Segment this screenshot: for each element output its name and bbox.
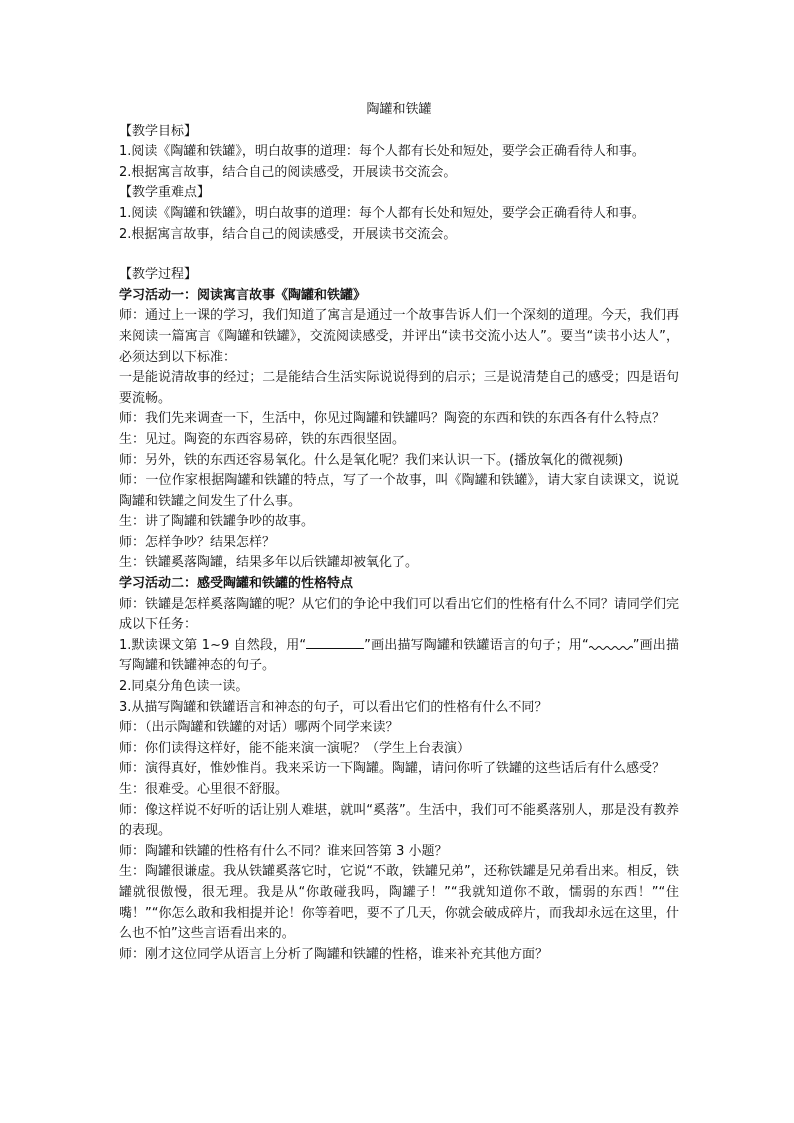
activity-2-heading: 学习活动二：感受陶罐和铁罐的性格特点 — [119, 576, 354, 592]
paragraph: 师：陶罐和铁罐的性格有什么不同？谁来回答第 3 小题？ — [119, 843, 448, 859]
document-title: 陶罐和铁罐 — [366, 102, 432, 117]
paragraph: 师：一位作家根据陶罐和铁罐的特点，写了一个故事，叫《陶罐和铁罐》，请大家自读课文，说说陶罐和铁罐之间发生了什么事。 — [119, 473, 679, 509]
wavy-underline-mark — [589, 637, 633, 649]
key-points-heading: 【教学重难点】 — [119, 185, 211, 201]
paragraph: 一是能说清故事的经过；二是能结合生活实际说说得到的启示；三是说清楚自己的感受；四是语句要流畅。 — [119, 370, 679, 406]
paragraph: 生：铁罐奚落陶罐，结果多年以后铁罐却被氧化了。 — [119, 555, 419, 571]
task-1 — [119, 636, 679, 677]
blank-line — [119, 245, 679, 265]
task-1-text-a: 1.默读课文第 1~9 自然段，用“ — [119, 637, 307, 653]
goal-item: 1.阅读《陶罐和铁罐》，明白故事的道理：每个人都有长处和短处，要学会正确看待人和事。 — [119, 144, 645, 160]
task-3: 3.从描写陶罐和铁罐语言和神态的句子，可以看出它们的性格有什么不同？ — [119, 699, 548, 715]
straight-underline-mark — [306, 636, 364, 649]
paragraph: 师：你们读得这样好，能不能来演一演呢？（学生上台表演） — [119, 740, 471, 756]
paragraph: 生：见过。陶瓷的东西容易碎，铁的东西很坚固。 — [119, 431, 406, 447]
task-1-text-c: ”画出描写陶罐和铁罐神态的句子。 — [119, 637, 679, 674]
paragraph: 师：（出示陶罐和铁罐的对话）哪两个同学来读？ — [119, 720, 399, 736]
process-heading: 【教学过程】 — [119, 267, 198, 283]
paragraph: 生：讲了陶罐和铁罐争吵的故事。 — [119, 514, 315, 530]
paragraph: 师：另外，铁的东西还容易氧化。什么是氧化呢？我们来认识一下。(播放氧化的微视频) — [119, 452, 624, 468]
document-page — [119, 100, 679, 965]
paragraph: 师：演得真好，惟妙惟肖。我来采访一下陶罐。陶罐，请问你听了铁罐的这些话后有什么感受？ — [119, 761, 666, 777]
paragraph: 师：像这样说不好听的话让别人难堪，就叫“奚落”。生活中，我们可不能奚落别人，那是没有教养的表现。 — [119, 802, 679, 839]
key-point-item: 1.阅读《陶罐和铁罐》，明白故事的道理：每个人都有长处和短处，要学会正确看待人和事。 — [119, 205, 645, 221]
activity-1-heading: 学习活动一：阅读寓言故事《陶罐和铁罐》 — [119, 287, 367, 303]
paragraph: 师：刚才这位同学从语言上分析了陶罐和铁罐的性格，谁来补充其他方面？ — [119, 946, 549, 962]
task-1-text-b: ”画出描写陶罐和铁罐语言的句子；用“ — [364, 637, 589, 653]
key-point-item: 2.根据寓言故事，结合自己的阅读感受，开展读书交流会。 — [119, 226, 457, 242]
task-2: 2.同桌分角色读一读。 — [119, 679, 249, 695]
paragraph: 生：很难受。心里很不舒服。 — [119, 782, 289, 797]
paragraph: 生：陶罐很谦虚。我从铁罐奚落它时，它说“不敢，铁罐兄弟”，还称铁罐是兄弟看出来。相反，铁罐就很傲慢，很无理。我是从“你敢碰我吗，陶罐子！”“我就知道你不敢，懦弱的东西！”“住嘴！”“你怎么敢和我相提并论！你等着吧，要不了几天，你就会破成碎片，而我却永远在这里，什么也不怕”这些言语看出来的。 — [119, 864, 679, 942]
paragraph: 师：怎样争吵？结果怎样？ — [119, 534, 276, 550]
goals-heading: 【教学目标】 — [119, 123, 198, 139]
paragraph: 师：通过上一课的学习，我们知道了寓言是通过一个故事告诉人们一个深刻的道理。今天，我们再来阅读一篇寓言《陶罐和铁罐》，交流阅读感受，并评出“读书交流小达人”。要当“读书小达人”，必须达到以下标准： — [119, 308, 679, 365]
paragraph: 师：我们先来调查一下，生活中，你见过陶罐和铁罐吗？陶瓷的东西和铁的东西各有什么特点？ — [119, 411, 666, 427]
goal-item: 2.根据寓言故事，结合自己的阅读感受，开展读书交流会。 — [119, 164, 457, 180]
paragraph: 师：铁罐是怎样奚落陶罐的呢？从它们的争论中我们可以看出它们的性格有什么不同？请同学们完成以下任务： — [119, 596, 679, 633]
